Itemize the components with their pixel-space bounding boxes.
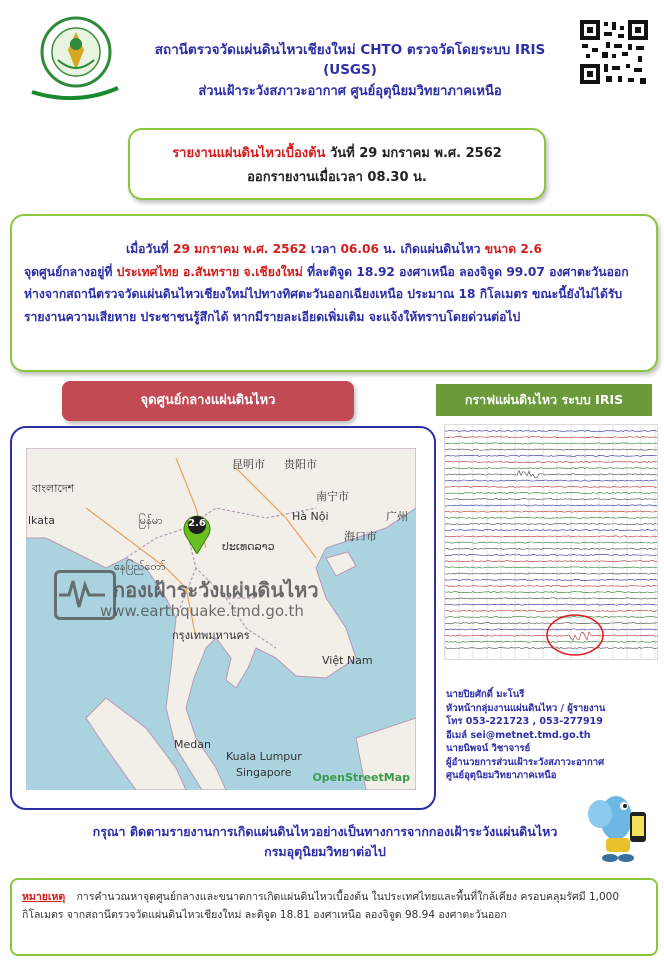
watermark-title: กองเฝ้าระวังแผ่นดินไหว <box>113 578 319 602</box>
latitude-unit: องศาเหนือ <box>399 264 455 279</box>
longitude-value: 99.07 <box>506 264 545 279</box>
report-title <box>130 142 544 163</box>
map-pin-icon <box>182 510 212 554</box>
time-label: เวลา <box>310 242 337 256</box>
reporter-name: นายปิยศักดิ์ มะโนรี <box>446 689 525 700</box>
seismogram-trace <box>445 530 657 531</box>
epicenter-location: ประเทศไทย อ.สันทราย จ.เชียงใหม่ <box>116 264 303 279</box>
seismogram <box>444 424 658 660</box>
elephant-mascot <box>586 776 656 862</box>
seismogram-trace <box>445 536 657 537</box>
qr-code[interactable] <box>578 18 650 86</box>
contact-director <box>446 742 604 783</box>
map-label-medan: Medan <box>174 738 211 751</box>
map-label-guangxi: 广州 <box>386 510 408 523</box>
header-title-line2: (USGS) <box>323 62 377 78</box>
note-body: การคำนวณหาจุดศูนย์กลางและขนาดการเกิดแผ่นดินไหวเบื้องต้น ในประเทศไทยและพื้นที่ใกล้เคียง ครอบคลุมรัศมี 1,000 กิโลเมตร จากสถานีตรวจวัดแผ่นดินไหวเชียงใหม่ ละติจูด 18.81 องศาเหนือ ลองจิจูด 98.94 องศาตะวันออก <box>22 891 620 921</box>
seismogram-trace <box>445 461 657 462</box>
contact-reporter <box>446 688 605 742</box>
seismogram-trace <box>445 561 657 562</box>
follow-line1: กรุณา ติดตามรายงานการเกิดแผ่นดินไหวอย่างเป็นทางการจากกองเฝ้าระวังแผ่นดินไหว <box>92 824 558 839</box>
seismogram-trace <box>445 492 657 493</box>
magnitude-label: ขนาด <box>484 242 517 256</box>
event-date: 29 มกราคม พ.ศ. 2562 <box>172 242 307 256</box>
director-org: ศูนย์อุตุนิยมวิทยาภาคเหนือ <box>446 770 557 781</box>
seismogram-trace <box>445 616 657 617</box>
latitude-value: 18.92 <box>356 264 395 279</box>
tmd-logo <box>28 14 120 100</box>
seismogram-trace <box>445 471 657 478</box>
map-label-laos: ປະເທດລາວ <box>222 540 275 553</box>
seismogram-trace <box>445 505 657 506</box>
detail-box <box>10 214 658 372</box>
follow-notice <box>60 822 590 862</box>
note-label: หมายเหตุ <box>22 891 66 903</box>
map-label-naypyidaw: နေပြည်တော် <box>114 560 166 573</box>
seismogram-trace <box>445 548 657 549</box>
latitude-label: ที่ละติจูด <box>307 264 353 279</box>
director-name: นายนิพจน์ วิชาจารย์ <box>446 743 531 754</box>
report-box <box>128 128 546 200</box>
seismogram-trace <box>445 430 657 431</box>
seismogram-trace <box>445 610 657 611</box>
seismogram-trace <box>445 641 657 642</box>
seismogram-trace <box>445 542 657 543</box>
seismogram-traces <box>445 425 657 659</box>
seismogram-trace <box>445 523 657 524</box>
reporter-phone: โทร 053-221723 , 053-277919 <box>446 716 603 727</box>
osm-attribution[interactable]: OpenStreetMap <box>312 771 410 784</box>
seismogram-trace <box>445 511 657 512</box>
reporter-email[interactable]: อีเมล์ sei@metnet.tmd.go.th <box>446 729 591 741</box>
detail-rest: องศาตะวันออก ห่างจากสถานีตรวจวัดแผ่นดินไหวเชียงใหม่ไปทางทิศตะวันออกเฉียงเหนือ ประมาณ 18 กิโลเมตร ขณะนี้ยังไม่ได้รับรายงานความเสียหาย ประชาชนรู้สึกได้ หากมีรายละเอียดเพิ่มเติม จะแจ้งให้ทราบโดยด่วนต่อไป <box>24 264 629 324</box>
detail-text <box>24 238 644 328</box>
map-label-kunming: 昆明市 <box>232 458 265 471</box>
map-label-vietnam: Việt Nam <box>322 654 373 667</box>
seismogram-trace <box>445 585 657 586</box>
map-label-hanoi: Hà Nội <box>292 510 329 523</box>
seismogram-trace <box>445 573 657 574</box>
note-text <box>22 888 648 924</box>
watermark-url: www.earthquake.tmd.go.th <box>100 602 304 620</box>
epicenter-label: จุดศูนย์กลางอยู่ที่ <box>24 264 113 279</box>
seismogram-trace <box>445 486 657 487</box>
seismogram-trace <box>445 604 657 605</box>
longitude-label: ลองจิจูด <box>459 264 503 279</box>
detail-p2: น. เกิดแผ่นดินไหว <box>383 242 481 256</box>
seismogram-trace <box>445 554 657 555</box>
seismogram-trace <box>445 567 657 568</box>
seismogram-trace <box>445 592 657 593</box>
report-label: รายงานแผ่นดินไหวเบื้องต้น <box>172 146 326 161</box>
seismogram-trace <box>445 449 657 450</box>
seismogram-trace <box>445 468 657 469</box>
map-label-myanmar: မြန်မာ <box>138 514 163 527</box>
detail-p1: เมื่อวันที่ <box>125 242 169 256</box>
seismogram-trace <box>445 517 657 518</box>
seismogram-trace <box>445 455 657 456</box>
report-date: วันที่ 29 มกราคม พ.ศ. 2562 <box>329 146 502 161</box>
director-role: ผู้อำนวยการส่วนเฝ้าระวังสภาวะอากาศ <box>446 756 605 768</box>
map-heading: จุดศูนย์กลางแผ่นดินไหว <box>62 381 354 421</box>
event-time: 06.06 <box>340 242 379 256</box>
seismogram-trace <box>445 437 657 438</box>
graph-heading: กราฟแผ่นดินไหว ระบบ IRIS <box>436 384 652 416</box>
reporter-role: หัวหน้ากลุ่มงานแผ่นดินไหว / ผู้รายงาน <box>446 702 606 714</box>
header-subtitle: ส่วนเฝ้าระวังสภาวะอากาศ ศูนย์อุตุนิยมวิทยาภาคเหนือ <box>198 84 502 99</box>
map-label-nanning: 南宁市 <box>316 490 349 503</box>
map-label-kolkata: lkata <box>28 514 56 527</box>
map-label-kuala-lumpur: Kuala Lumpur <box>226 750 302 763</box>
marker-magnitude: 2.6 <box>188 518 206 529</box>
seismogram-trace <box>445 443 657 444</box>
seismogram-trace <box>445 647 657 648</box>
map-label-bangladesh: বাংলাদেশ <box>32 482 75 495</box>
seismogram-trace <box>445 499 657 500</box>
epicenter-marker[interactable] <box>182 510 212 554</box>
seismogram-trace <box>445 598 657 599</box>
map-label-haikou: 海口市 <box>344 530 377 543</box>
header-title-line1: สถานีตรวจวัดแผ่นดินไหวเชียงใหม่ CHTO ตรวจวัดโดยระบบ IRIS <box>154 42 546 58</box>
seismogram-trace <box>445 579 657 580</box>
note-box <box>10 878 658 956</box>
report-issued-time: ออกรายงานเมื่อเวลา 08.30 น. <box>247 170 427 185</box>
map-label-guiyang: 贵阳市 <box>284 458 317 471</box>
epicenter-map[interactable] <box>26 448 416 790</box>
map-label-singapore: Singapore <box>236 766 292 779</box>
detail-line1 <box>24 238 644 261</box>
seismogram-trace <box>445 480 657 481</box>
magnitude-value: 2.6 <box>520 242 543 256</box>
header-title <box>120 40 580 80</box>
seismogram-trace <box>445 629 657 630</box>
map-label-bangkok: กรุงเทพมหานคร <box>172 629 250 642</box>
seismogram-trace <box>445 632 657 640</box>
follow-line2: กรมอุตุนิยมวิทยาต่อไป <box>264 844 386 859</box>
